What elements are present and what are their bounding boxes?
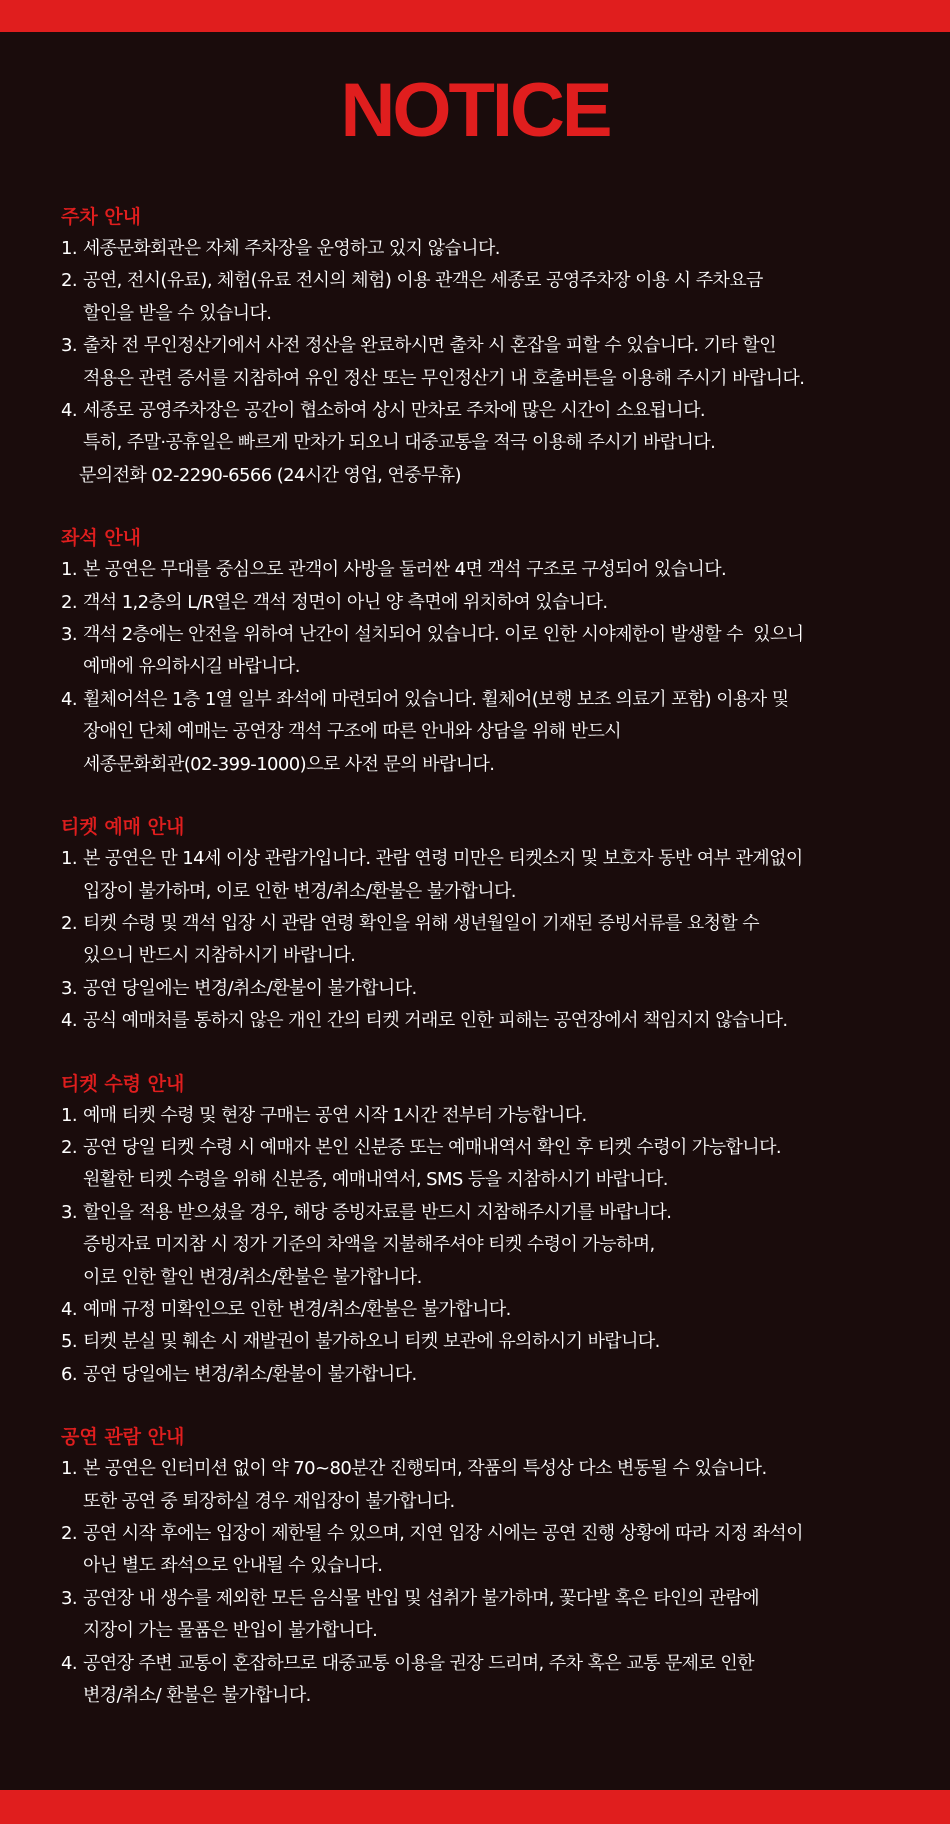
item-text bbox=[83, 1583, 891, 1648]
section-title: 좌석 안내 bbox=[61, 527, 142, 550]
item-line: 객석 2층에는 안전을 위하여 난간이 설치되어 있습니다. 이로 인한 시야제한이 발생할 수 있으니 bbox=[83, 624, 804, 646]
item-number: 3. bbox=[61, 1587, 77, 1609]
page-title: NOTICE bbox=[340, 68, 610, 153]
list-item bbox=[61, 330, 891, 395]
list-item bbox=[61, 1005, 891, 1037]
list-item bbox=[61, 265, 891, 330]
list-item bbox=[61, 908, 891, 973]
item-number: 4. bbox=[61, 400, 77, 422]
item-number: 4. bbox=[61, 1652, 77, 1674]
item-line: 티켓 분실 및 훼손 시 재발권이 불가하오니 티켓 보관에 유의하시기 바랍니다. bbox=[83, 1331, 660, 1353]
item-line: 또한 공연 중 퇴장하실 경우 재입장이 불가합니다. bbox=[83, 1490, 455, 1512]
item-line: 변경/취소/ 환불은 불가합니다. bbox=[83, 1685, 311, 1707]
item-text bbox=[83, 1132, 891, 1197]
item-line: 티켓 수령 및 객석 입장 시 관람 연령 확인을 위해 생년월일이 기재된 증빙서류를 요청할 수 bbox=[83, 912, 760, 934]
item-line: 할인을 적용 받으셨을 경우, 해당 증빙자료를 반드시 지참해주시기를 바랍니다. bbox=[83, 1201, 672, 1223]
item-text bbox=[83, 1326, 891, 1358]
item-number: 3. bbox=[61, 624, 77, 646]
item-line: 공식 예매처를 통하지 않은 개인 간의 티켓 거래로 인한 피해는 공연장에서 책임지지 않습니다. bbox=[83, 1010, 788, 1032]
item-number: 1. bbox=[61, 238, 77, 259]
item-text bbox=[83, 554, 891, 586]
notice-content bbox=[61, 201, 891, 1742]
item-line: 공연 당일에는 변경/취소/환불이 불가합니다. bbox=[83, 977, 417, 999]
notice-section bbox=[61, 1421, 891, 1712]
top-accent-bar bbox=[0, 0, 950, 32]
item-text bbox=[83, 395, 891, 460]
notice-section bbox=[61, 201, 891, 492]
item-number: 1. bbox=[61, 848, 77, 870]
item-line: 공연장 내 생수를 제외한 모든 음식물 반입 및 섭취가 불가하며, 꽃다발 혹은 타인의 관람에 bbox=[83, 1587, 760, 1609]
item-line: 원활한 티켓 수령을 위해 신분증, 예매내역서, SMS 등을 지참하시기 바랍니다. bbox=[83, 1169, 668, 1191]
list-item bbox=[61, 1359, 891, 1391]
item-text bbox=[83, 265, 891, 330]
notice-section bbox=[61, 1068, 891, 1392]
item-number: 2. bbox=[61, 270, 77, 292]
list-item bbox=[61, 1326, 891, 1358]
list-item bbox=[61, 554, 891, 586]
item-line: 적용은 관련 증서를 지참하여 유인 정산 또는 무인정산기 내 호출버튼을 이용해 주시기 바랍니다. bbox=[83, 367, 805, 389]
section-title: 티켓 수령 안내 bbox=[61, 1072, 185, 1095]
item-number: 1. bbox=[61, 1104, 77, 1126]
item-text bbox=[83, 330, 891, 395]
item-text bbox=[83, 1648, 891, 1713]
item-number: 4. bbox=[61, 688, 77, 710]
list-item bbox=[61, 1583, 891, 1648]
item-line: 세종문화회관은 자체 주차장을 운영하고 있지 않습니다. bbox=[83, 238, 500, 259]
item-line: 예매 규정 미확인으로 인한 변경/취소/환불은 불가합니다. bbox=[83, 1298, 511, 1320]
item-number: 1. bbox=[61, 559, 77, 581]
item-number: 4. bbox=[61, 1010, 77, 1032]
list-item bbox=[61, 1294, 891, 1326]
section-title: 주차 안내 bbox=[61, 206, 142, 228]
item-line: 예매에 유의하시길 바랍니다. bbox=[83, 656, 300, 678]
item-line: 아닌 별도 좌석으로 안내될 수 있습니다. bbox=[83, 1555, 383, 1577]
item-line: 세종로 공영주차장은 공간이 협소하여 상시 만차로 주차에 많은 시간이 소요됩니다. bbox=[83, 400, 706, 422]
item-text bbox=[83, 973, 891, 1005]
item-line: 세종문화회관(02-399-1000)으로 사전 문의 바랍니다. bbox=[83, 753, 495, 775]
item-number: 2. bbox=[61, 1523, 77, 1544]
item-number: 1. bbox=[61, 1458, 77, 1480]
item-number: 4. bbox=[61, 1298, 77, 1320]
item-text bbox=[83, 1453, 891, 1518]
item-line: 입장이 불가하며, 이로 인한 변경/취소/환불은 불가합니다. bbox=[83, 880, 516, 902]
item-text bbox=[83, 1197, 891, 1294]
notice-section bbox=[61, 522, 891, 781]
item-number: 6. bbox=[61, 1363, 77, 1385]
item-line: 할인을 받을 수 있습니다. bbox=[83, 302, 272, 324]
item-line: 공연 당일 티켓 수령 시 예매자 본인 신분증 또는 예매내역서 확인 후 티켓 수령이 가능합니다. bbox=[83, 1136, 781, 1158]
list-item bbox=[61, 233, 891, 265]
item-line: 장애인 단체 예매는 공연장 객석 구조에 따른 안내와 상담을 위해 반드시 bbox=[83, 721, 622, 743]
list-item bbox=[61, 1518, 891, 1583]
item-line: 있으니 반드시 지참하시기 바랍니다. bbox=[83, 945, 356, 967]
contact-info: 문의전화 02-2290-6566 (24시간 영업, 연중무휴) bbox=[79, 464, 461, 486]
item-text bbox=[83, 1100, 891, 1132]
list-item bbox=[61, 1648, 891, 1713]
item-number: 5. bbox=[61, 1331, 77, 1353]
item-number: 3. bbox=[61, 977, 77, 999]
item-line: 출차 전 무인정산기에서 사전 정산을 완료하시면 출차 시 혼잡을 피할 수 있습니다. 기타 할인 bbox=[83, 335, 776, 357]
section-title: 공연 관람 안내 bbox=[61, 1426, 185, 1449]
item-line: 공연, 전시(유료), 체험(유료 전시의 체험) 이용 관객은 세종로 공영주차장 이용 시 주차요금 bbox=[83, 270, 763, 292]
item-line: 객석 1,2층의 L/R열은 객석 정면이 아닌 양 측면에 위치하여 있습니다. bbox=[83, 591, 608, 613]
list-item bbox=[61, 587, 891, 619]
item-text bbox=[83, 1005, 891, 1037]
list-item bbox=[61, 1197, 891, 1294]
item-line: 특히, 주말·공휴일은 빠르게 만차가 되오니 대중교통을 적극 이용해 주시기 바랍니다. bbox=[83, 432, 716, 454]
list-item bbox=[61, 1100, 891, 1132]
bottom-accent-bar bbox=[0, 1790, 950, 1824]
item-line: 예매 티켓 수령 및 현장 구매는 공연 시작 1시간 전부터 가능합니다. bbox=[83, 1104, 587, 1126]
item-number: 2. bbox=[61, 591, 77, 613]
item-line: 지장이 가는 물품은 반입이 불가합니다. bbox=[83, 1620, 378, 1642]
item-number: 2. bbox=[61, 912, 77, 934]
item-text bbox=[83, 684, 891, 781]
item-text bbox=[83, 1359, 891, 1391]
notice-section bbox=[61, 811, 891, 1037]
item-line: 공연 시작 후에는 입장이 제한될 수 있으며, 지연 입장 시에는 공연 진행 상황에 따라 지정 좌석이 bbox=[83, 1523, 803, 1544]
item-line: 본 공연은 무대를 중심으로 관객이 사방을 둘러싼 4면 객석 구조로 구성되어 있습니다. bbox=[83, 559, 727, 581]
item-text bbox=[83, 843, 891, 908]
item-number: 3. bbox=[61, 335, 77, 357]
list-item bbox=[61, 619, 891, 684]
item-line: 공연장 주변 교통이 혼잡하므로 대중교통 이용을 권장 드리며, 주차 혹은 교통 문제로 인한 bbox=[83, 1652, 754, 1674]
item-line: 휠체어석은 1층 1열 일부 좌석에 마련되어 있습니다. 휠체어(보행 보조 의료기 포함) 이용자 및 bbox=[83, 688, 789, 710]
list-item bbox=[61, 843, 891, 908]
list-item bbox=[61, 1453, 891, 1518]
list-item bbox=[61, 395, 891, 460]
item-text bbox=[83, 619, 891, 684]
item-text bbox=[83, 233, 891, 265]
item-line: 본 공연은 만 14세 이상 관람가입니다. 관람 연령 미만은 티켓소지 및 보호자 동반 여부 관계없이 bbox=[83, 848, 803, 870]
list-item bbox=[61, 973, 891, 1005]
item-text bbox=[83, 908, 891, 973]
item-number: 2. bbox=[61, 1136, 77, 1158]
list-item bbox=[61, 684, 891, 781]
item-line: 본 공연은 인터미션 없이 약 70~80분간 진행되며, 작품의 특성상 다소 변동될 수 있습니다. bbox=[83, 1458, 767, 1480]
item-number: 3. bbox=[61, 1201, 77, 1223]
item-line: 이로 인한 할인 변경/취소/환불은 불가합니다. bbox=[83, 1266, 422, 1288]
item-text bbox=[83, 587, 891, 619]
list-item bbox=[61, 1132, 891, 1197]
item-line: 공연 당일에는 변경/취소/환불이 불가합니다. bbox=[83, 1363, 417, 1385]
item-line: 증빙자료 미지참 시 정가 기준의 차액을 지불해주셔야 티켓 수령이 가능하며, bbox=[83, 1234, 655, 1256]
item-text bbox=[83, 1518, 891, 1583]
section-title: 티켓 예매 안내 bbox=[61, 816, 185, 839]
item-text bbox=[83, 1294, 891, 1326]
